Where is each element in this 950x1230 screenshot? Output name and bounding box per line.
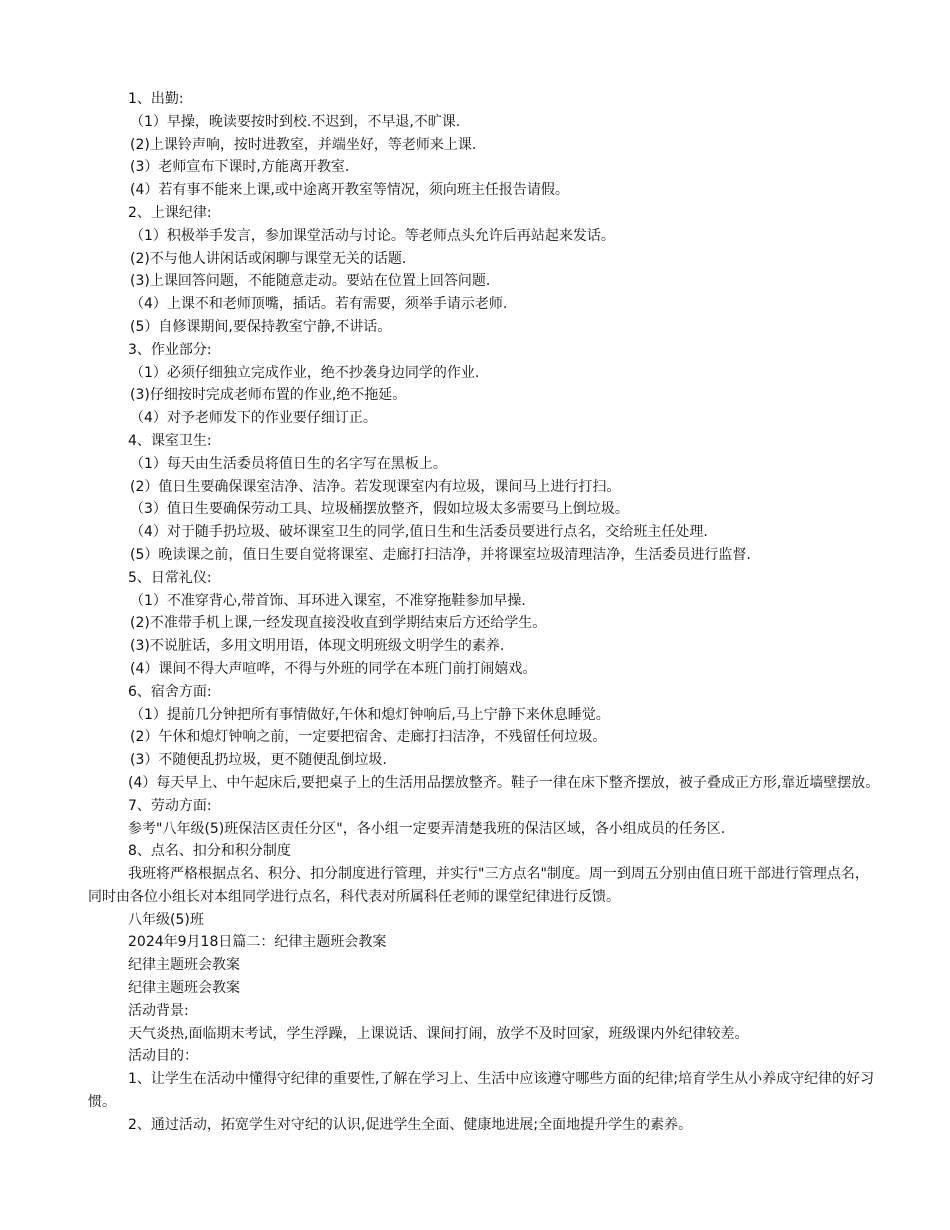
- paragraph: (4）每天早上、中午起床后,要把桌子上的生活用品摆放整齐。鞋子一律在床下整齐摆放，被子叠成正方形,靠近墙壁摆放。: [128, 774, 880, 791]
- section-heading: 5、日常礼仪:: [128, 569, 212, 586]
- section-heading: 活动背景:: [128, 1002, 189, 1019]
- section-heading: 活动目的：: [128, 1048, 198, 1065]
- list-item: （4）上课不和老师顶嘴，插话。若有需要，须举手请示老师.: [130, 296, 508, 313]
- list-item: (3）老师宣布下课时,方能离开教室.: [130, 159, 350, 176]
- list-item: （1）每天由生活委员将值日生的名字写在黑板上。: [130, 455, 447, 472]
- section-heading: 纪律主题班会教案: [128, 980, 240, 997]
- list-item: （4）对于随手扔垃圾、破坏课室卫生的同学,值日生和生活委员要进行点名，交给班主任处理.: [130, 524, 708, 541]
- list-item: (4）课间不得大声喧哗，不得与外班的同学在本班门前打闹嬉戏。: [130, 660, 537, 677]
- list-item: （4）对予老师发下的作业要仔细订正。: [130, 410, 377, 427]
- list-item: (3）不随便乱扔垃圾，更不随便乱倒垃圾.: [130, 752, 387, 769]
- list-item: (2)不与他人讲闲话或闲聊与课堂无关的话题.: [130, 250, 407, 267]
- list-item: (4）若有事不能来上课,或中途离开教室等情况，须向班主任报告请假。: [130, 182, 569, 199]
- section-heading: 8、点名、扣分和积分制度: [128, 843, 291, 860]
- section-heading: 天气炎热,面临期末考试，学生浮躁，上课说话、课间打闹，放学不及时回家，班级课内外纪律较差。: [128, 1025, 749, 1042]
- section-heading: 3、作业部分:: [128, 341, 212, 358]
- paragraph: 我班将严格根据点名、积分、扣分制度进行管理，并实行"三方点名"制度。周一到周五分别由值日班干部进行管理点名，同时由各位小组长对本组同学进行点名，科代表对所属科任老师的课堂纪律进行反馈。: [88, 866, 869, 905]
- list-item: （1）提前几分钟把所有事情做好,午休和熄灯钟响后,马上宁静下来休息睡觉。: [130, 706, 610, 723]
- list-item: （1）必须仔细独立完成作业，绝不抄袭身边同学的作业.: [130, 364, 480, 381]
- document-body: [0, 88, 950, 1137]
- list-item: （3）值日生要确保劳动工具、垃圾桶摆放整齐，假如垃圾太多需要马上倒垃圾。: [130, 501, 629, 518]
- section-heading: 7、劳动方面:: [128, 797, 212, 814]
- section-heading: 2、通过活动，拓宽学生对守纪的认识,促进学生全面、健康地进展;全面地提升学生的素养。: [128, 1116, 693, 1133]
- section-heading: 八年级(5)班: [128, 911, 204, 928]
- list-item: (5）自修课期间,要保持教室宁静,不讲话。: [130, 318, 392, 335]
- section-heading: 参考"八年级(5)班保洁区责任分区"，各小组一定要弄清楚我班的保洁区域，各小组成员的任务区.: [128, 820, 726, 837]
- list-item: (3)仔细按时完成老师布置的作业,绝不拖延。: [130, 387, 407, 404]
- section-heading: 1、出勤:: [128, 91, 184, 107]
- list-item: (3)上课回答问题，不能随意走动。要站在位置上回答问题.: [130, 273, 491, 290]
- paragraph: 1、让学生在活动中懂得守纪律的重要性,了解在学习上、生活中应该遵守哪些方面的纪律;培育学生从小养成守纪律的好习惯。: [88, 1071, 875, 1111]
- list-item: (2)上课铃声响，按时进教室，并端坐好，等老师来上课.: [130, 136, 477, 153]
- section-heading: 2024年9月18日篇二：纪律主题班会教案: [128, 934, 387, 951]
- list-item: (3)不说脏话，多用文明用语，体现文明班级文明学生的素养.: [130, 638, 505, 655]
- list-item: （1）不准穿背心,带首饰、耳环进入课室，不准穿拖鞋参加早操.: [130, 592, 526, 609]
- section-heading: 2、上课纪律:: [128, 204, 212, 221]
- list-item: (2）值日生要确保课室洁净、洁净。若发现课室内有垃圾，课间马上进行打扫。: [130, 478, 621, 495]
- section-heading: 6、宿舍方面:: [128, 683, 212, 700]
- list-item: (2）午休和熄灯钟响之前，一定要把宿舍、走廊打扫洁净，不残留任何垃圾。: [130, 729, 607, 746]
- list-item: （1）积极举手发言，参加课堂活动与讨论。等老师点头允许后再站起来发话。: [130, 227, 615, 244]
- section-heading: 纪律主题班会教案: [128, 957, 240, 974]
- list-item: （1）早操，晚读要按时到校.不迟到，不早退,不旷课.: [130, 113, 461, 130]
- list-item: (2)不准带手机上课,一经发现直接没收直到学期结束后方还给学生。: [130, 615, 547, 632]
- section-heading: 4、课室卫生:: [128, 432, 212, 449]
- list-item: (5）晚读课之前，值日生要自觉将课室、走廊打扫洁净，并将课室垃圾清理洁净，生活委员进行监督.: [130, 546, 751, 563]
